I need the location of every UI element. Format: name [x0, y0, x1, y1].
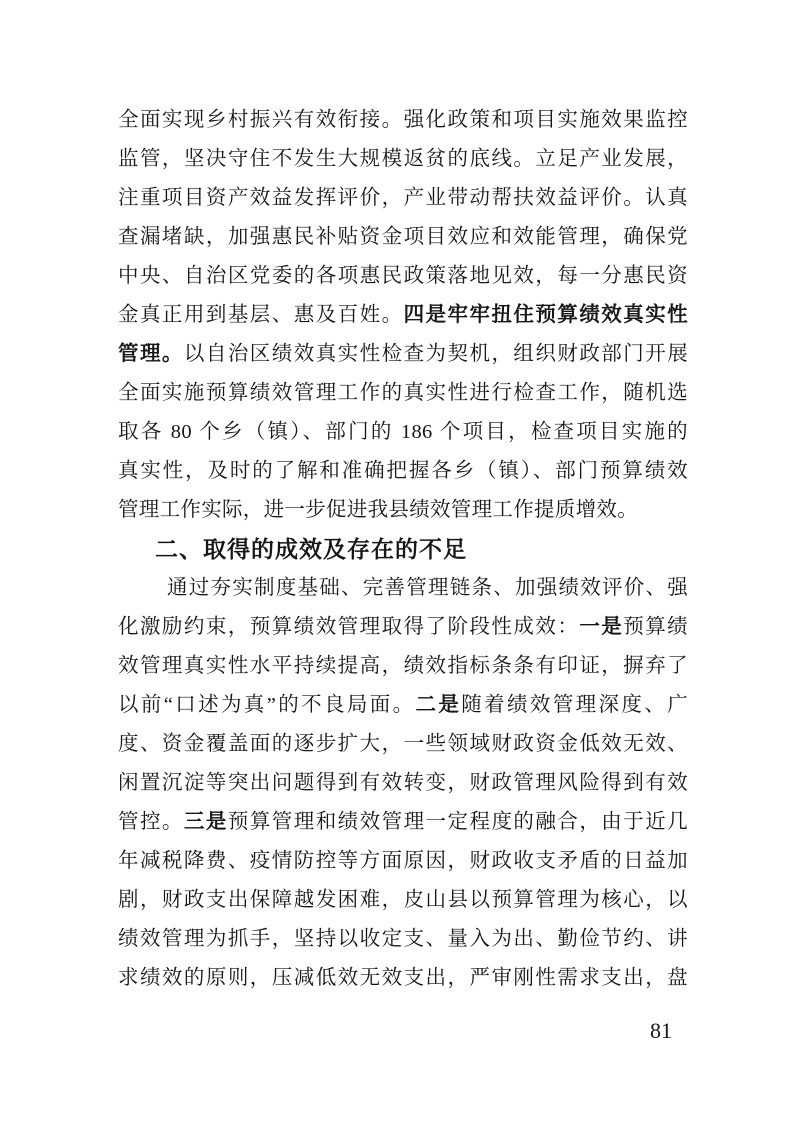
text-segment: 剧，财政支出保障越发困难，皮山县以预算管理为核心，以	[118, 889, 688, 911]
text-segment: 预算绩	[623, 616, 688, 638]
text-segment: 全面实现乡村振兴有效衔接。强化政策和项目实施效果监控	[118, 109, 688, 131]
text-segment: 查漏堵缺，加强惠民补贴资金项目效应和效能管理，确保党	[118, 226, 688, 248]
text-segment: 绩效管理为抓手，坚持以收定支、量入为出、勤俭节约、讲	[118, 928, 688, 950]
text-line	[118, 101, 688, 140]
text-segment: 全面实施预算绩效管理工作的真实性进行检查工作，随机选	[118, 382, 688, 404]
text-line	[118, 374, 688, 413]
text-segment: 随着绩效管理深度、广	[461, 694, 688, 716]
bold-text-segment: 二、取得的成效及存在的不足	[155, 536, 467, 562]
text-line	[118, 491, 688, 530]
text-line	[118, 296, 688, 335]
text-segment: 真实性，及时的了解和准确把握各乡（镇）、部门预算绩效	[118, 460, 688, 482]
bold-text-segment: 四是牢牢扭住预算绩效真实性	[403, 304, 688, 326]
text-line	[118, 647, 688, 686]
text-line	[118, 803, 688, 842]
text-line	[118, 413, 688, 452]
text-segment: 注重项目资产效益发挥评价，产业带动帮扶效益评价。认真	[118, 187, 688, 209]
text-segment: 取各 80 个乡（镇）、部门的 186 个项目，检查项目实施的	[118, 421, 688, 443]
document-body	[118, 101, 688, 998]
text-line	[118, 569, 688, 608]
text-segment: 管控。	[118, 811, 184, 833]
bold-text-segment: 一是	[579, 616, 624, 638]
text-line	[118, 257, 688, 296]
text-segment: 度、资金覆盖面的逐步扩大，一些领域财政资金低效无效、	[118, 733, 688, 755]
text-segment: 化激励约束，预算绩效管理取得了阶段性成效：	[118, 616, 580, 638]
text-line	[118, 140, 688, 179]
text-segment: 效管理真实性水平持续提高，绩效指标条条有印证，摒弃了	[118, 655, 688, 677]
text-line	[118, 686, 688, 725]
text-line	[118, 218, 688, 257]
section-heading	[118, 530, 688, 569]
bold-text-segment: 三是	[183, 811, 228, 833]
text-line	[118, 179, 688, 218]
text-segment: 闲置沉淀等突出问题得到有效转变，财政管理风险得到有效	[118, 772, 688, 794]
text-line	[118, 959, 688, 998]
text-line	[118, 335, 688, 374]
bold-text-segment: 二是	[415, 694, 462, 716]
text-line	[118, 920, 688, 959]
text-segment: 管理工作实际，进一步促进我县绩效管理工作提质增效。	[118, 499, 638, 521]
text-segment: 通过夯实制度基础、完善管理链条、加强绩效评价、强	[167, 577, 688, 599]
text-segment: 求绩效的原则，压减低效无效支出，严审刚性需求支出，盘	[118, 967, 688, 989]
text-segment: 金真正用到基层、惠及百姓。	[118, 304, 404, 326]
text-line	[118, 881, 688, 920]
text-line	[118, 452, 688, 491]
text-segment: 年减税降费、疫情防控等方面原因，财政收支矛盾的日益加	[118, 850, 688, 872]
text-line	[118, 725, 688, 764]
text-segment: 中央、自治区党委的各项惠民政策落地见效，每一分惠民资	[118, 265, 688, 287]
text-segment: 以自治区绩效真实性检查为契机，组织财政部门开展	[183, 343, 688, 365]
text-line	[118, 842, 688, 881]
text-line	[118, 608, 688, 647]
text-segment: 监管，坚决守住不发生大规模返贫的底线。立足产业发展，	[118, 148, 688, 170]
page-number: 81	[650, 1018, 672, 1043]
bold-text-segment: 管理。	[118, 343, 184, 365]
text-segment: 预算管理和绩效管理一定程度的融合，由于近几	[227, 811, 688, 833]
text-segment: 以前“口述为真”的不良局面。	[118, 694, 416, 716]
text-line	[118, 764, 688, 803]
